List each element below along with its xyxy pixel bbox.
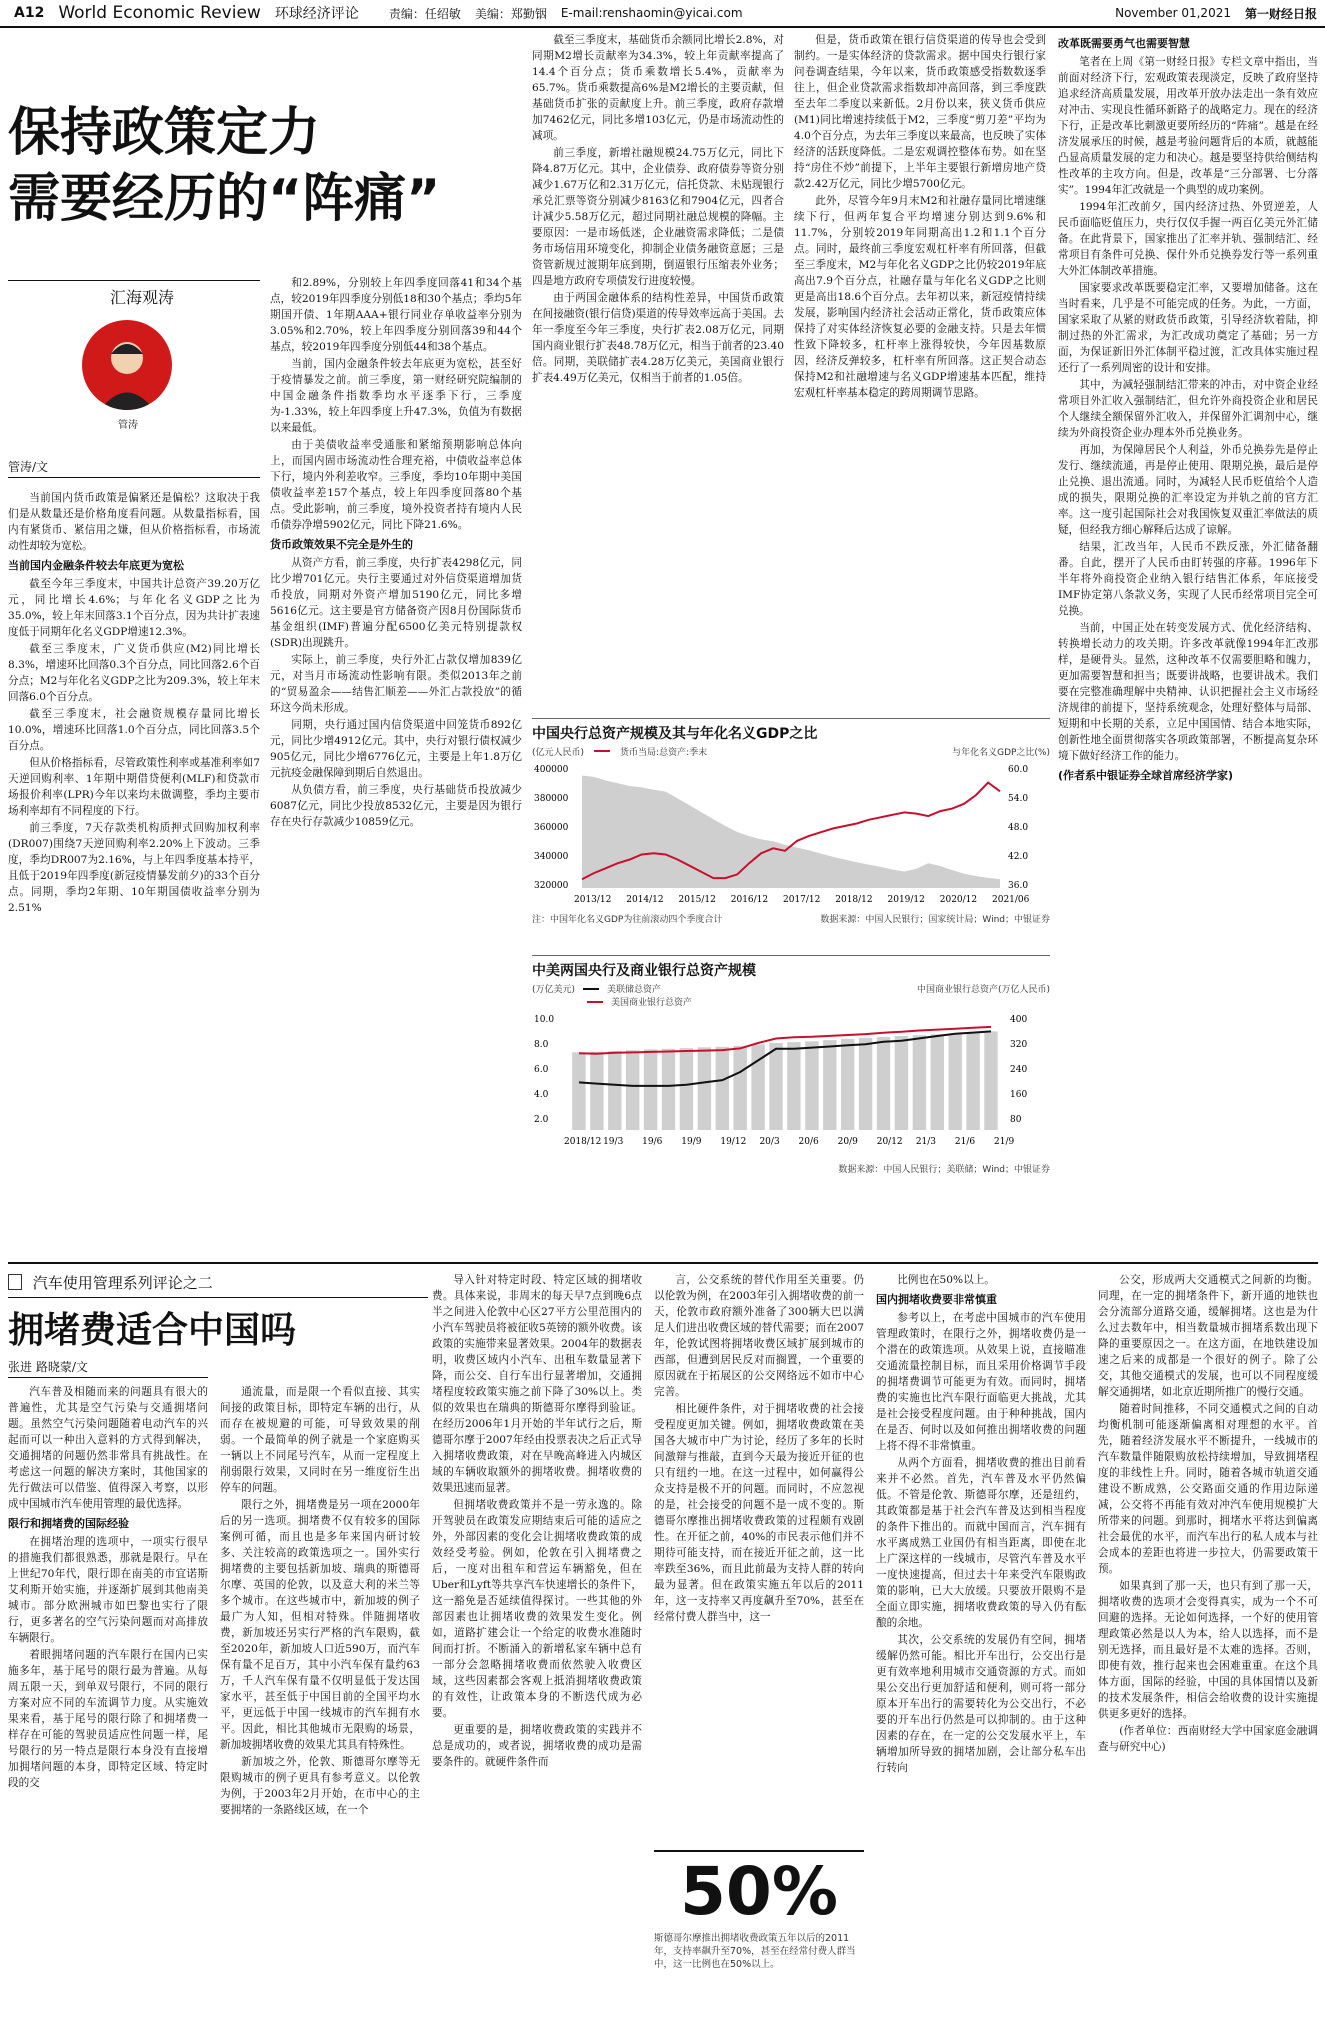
stat-number: 50%	[680, 1853, 838, 1930]
paragraph: 截至三季度末，广义货币供应(M2)同比增长8.3%，增速环比回落0.3个百分点，同比回落2.6个百分点；M2与年化名义GDP之比为209.3%，较上年末回落6.0个百分点。	[8, 643, 260, 703]
x-tick: 2020/12	[939, 895, 978, 905]
section-title-en: World Economic Review	[58, 3, 261, 23]
chart-central-bank-assets	[532, 718, 1050, 944]
avatar-caption: 管涛	[118, 420, 138, 431]
paragraph: 从两个方面看，拥堵收费的推出目前看来并不必然。首先，汽车普及水平仍然偏低。不管是伦敦、斯德哥尔摩，还是纽约，其政策都是基于社会汽车普及达到相当程度的条件下推出的。而就中国而言，汽车拥有水平离成熟工业国仍有相当距离，即使在北上广深这样的一线城市，尽管汽车普及水平一度快速提高，但过去十年来受汽车限购政策的影响，已大大放缓。只要放开限购不是全面立即实施，拥堵收费政策的导入仍有酝酿的余地。	[876, 1457, 1086, 1629]
y-right-tick: 80	[1010, 1115, 1022, 1125]
y-left-tick: 320000	[534, 881, 569, 891]
y-right-tick: 320	[1010, 1040, 1028, 1050]
x-tick: 2015/12	[678, 895, 716, 905]
paragraph: 从负债方看，前三季度，央行基础货币投放减少6087亿元，同比少投放8532亿元，主要是因为银行存在央行存款减少10859亿元。	[270, 784, 522, 828]
document-icon	[8, 1274, 22, 1290]
cn-bank-bar	[823, 1040, 836, 1130]
paragraph: 和2.89%，分别较上年四季度回落41和34个基点，较2019年四季度分别低18和30个基点；季均5年期国开债、1年期AAA+银行同业存单收益率分别为3.05%和2.70%，较上年四季度分别回落39和44个基点，较2019年四季度分别低44和38个基点。	[270, 277, 522, 353]
article2-col-1	[8, 1384, 208, 2014]
chart1-legend-line-icon	[594, 750, 610, 752]
paragraph: 比例也在50%以上。	[897, 1274, 995, 1286]
cn-bank-bar	[698, 1047, 711, 1130]
cn-bank-bar	[984, 1031, 997, 1130]
chart2-unit-left: (万亿美元)	[532, 985, 576, 995]
chart2-legend1-icon	[583, 988, 599, 990]
headline-line-1: 保持政策定力	[8, 103, 321, 163]
paragraph: 但从价格指标看，尽管政策性利率或基准利率如7天逆回购利率、1年期中期借贷便利(MLF)和贷款市场报价利率(LPR)今年以来均未做调整，季均主要市场利率却有不同程度的下行。	[8, 757, 260, 817]
x-tick: 2021/06	[992, 895, 1030, 905]
y-right-tick: 48.0	[1008, 823, 1029, 833]
subheading: 改革既需要勇气也需要智慧	[1058, 37, 1190, 50]
paragraph: 汽车普及相随而来的问题具有很大的普遍性，尤其是空气污染与交通拥堵问题。虽然空气污染问题随着电动汽车的兴起而可以一种出入意料的方式得到解决，交通拥堵的问题仍然非常具有挑战性。在考虑这一问题的解决方案时，其他国家的先行做法可以借鉴、值得深入考察，以形成中国城市汽车使用管理的最优选择。	[8, 1386, 208, 1510]
x-tick: 21/3	[915, 1137, 937, 1147]
article2-col-6	[1098, 1272, 1318, 2014]
chart1-legend-series: 货币当局:总资产:季末	[620, 748, 708, 758]
paragraph: 其中，为减轻强制结汇带来的冲击，对中资企业经常项目外汇收入强制结汇，但允许外商投资企业和居民个人继续全额保留外汇收入，并保留外汇调剂中心，继续为外商投资企业办理本外币兑换业务。	[1058, 379, 1318, 439]
x-tick: 2016/12	[730, 895, 769, 905]
chart1-unit-left: (亿元人民币)	[532, 748, 585, 758]
article1-col-2	[270, 275, 522, 1260]
cn-bank-bar	[787, 1042, 800, 1130]
chart2-legend2-icon	[587, 1001, 603, 1003]
paragraph: 但拥堵收费政策并不是一劳永逸的。除开驾驶员在政策发应期结束后可能的适应之外，外部因素的变化会让拥堵收费政策的成效经受考验。例如，伦敦在引入拥堵费之后，一度对出租车和营运车辆豁免，但在Uber和Lyft等共享汽车快速增长的条件下，这一豁免是否延续值得探讨。一些其他的外部因素也让拥堵收费的效果发生变化。例如，道路扩建会让一个给定的收费水准随时间而打折。不断涌入的新增私家车辆中总有一部分会忽略拥堵收费而依然驶入收费区域，这些因素都会客观上抵消拥堵收费政策的有效性，让政策本身的不断迭代成为必要。	[432, 1499, 642, 1719]
fed-line	[579, 1031, 991, 1086]
y-right-tick: 54.0	[1008, 794, 1029, 804]
paragraph: 前三季度，7天存款类机构质押式回购加权利率(DR007)围绕7天逆回购利率2.20%上下波动。三季度，季均DR007为2.16%，与上年四季度基本持平，且低于2019年四季度(新冠疫情暴发前夕)的33个百分点。同期，季均2年期、10年期国债收益率分别为2.51%	[8, 822, 260, 914]
paragraph: 此外，尽管今年9月末M2和社融存量同比增速继续下行，但两年复合平均增速分别达到9.6%和11.7%，分别较2019年同期高出1.2和1.1个百分点。同时，最终前三季度宏观杠杆率有所回落，但截至三季度末，M2与年化名义GDP之比仍较2019年底高出7.9个百分点，社融存量与年化名义GDP之比则更是高出18.6个百分点。去年初以来，新冠疫情持续发展，影响国内经济社会活动正常化，货币政策应体保持了对实体经济恢复必要的金融支持。只是去年惯性致下降较多，杠杆率上涨得较快，今年因基数原因，经济反弹较多，杠杆率有所回落。这正契合动态保持M2和社融增速与名义GDP增速基本匹配，维持宏观杠杆率基本稳定的跨周期调节思路。	[794, 195, 1046, 399]
paragraph: 当前，国内金融条件较去年底更为宽松，甚至好于疫情暴发之前。前三季度，第一财经研究院编制的中国金融条件指数季均水平逐季下行，三季度为-1.33%，较上年四季度上升47.3%，负值为有数据以来最低。	[270, 358, 522, 434]
x-tick: 2019/12	[887, 895, 925, 905]
chart1-unit-right: 与年化名义GDP之比(%)	[952, 748, 1050, 758]
cn-bank-bar	[805, 1041, 818, 1130]
x-tick: 2014/12	[626, 895, 664, 905]
chart-us-cn-bank-assets	[532, 955, 1050, 1175]
x-tick: 20/6	[798, 1137, 819, 1147]
series-title: 汽车使用管理系列评论之二	[32, 1274, 213, 1292]
chart1-note: 注：中国年化名义GDP为往前滚动四个季度合计	[532, 915, 723, 925]
cn-bank-bar	[644, 1049, 657, 1130]
paper-name: 第一财经日报	[1244, 6, 1317, 21]
y-left-tick: 380000	[534, 794, 569, 804]
x-tick: 2017/12	[783, 895, 821, 905]
chart2-source: 数据来源：中国人民银行；美联储；Wind；中银证券	[838, 1165, 1050, 1175]
paragraph: 更重要的是，拥堵收费政策的实践并不总是成功的，或者说，拥堵收费的成功是需要条件的。就硬件条件而	[432, 1724, 642, 1768]
paragraph: 在拥堵治理的选项中，一项实行很早的措施我们都很熟悉，那就是限行。早在上世纪70年代，限行即在南美的市宜诺斯艾利斯开始实施，并逐渐扩展到其他南美城市。部分欧洲城市如巴黎也实行了限行，更多著名的空气污染问题而对高排放车辆限行。	[8, 1536, 208, 1644]
article2-col-3	[432, 1272, 642, 2014]
portrait-illustration	[82, 320, 172, 410]
x-tick: 19/3	[603, 1137, 624, 1147]
paragraph: 由于美债收益率受通胀和紧缩预期影响总体向上，而国内固市场流动性合理充裕，中债收益率总体下行，境内外利差收窄。三季度，季均10年期中美国债收益率差157个基点，较上年四季度回落80个基点。受此影响，前三季度，境外投资者持有境内人民币债券净增5902亿元，同比下降21.6%。	[270, 439, 522, 531]
paragraph: 笔者在上周《第一财经日报》专栏文章中指出，当前面对经济下行，宏观政策表现淡定，反映了政府坚持追求经济高质量发展，用改革开放办法走出一条有效应对冲击、实现良性循环新路子的战略定力。现在的经济下行，正是改革比刺激更要所经历的“阵痛”。越是在经济发展承压的时候，越是考验问题背后的本质，就越能凸显高质量发展的定力和决心。越是要坚持供给侧结构性改革的主攻方向。但是，改革是“三分部署、七分落实”。1994年汇改就是一个典型的成功案例。	[1058, 56, 1318, 196]
y-right-tick: 240	[1010, 1065, 1028, 1075]
article1-byline: 管涛/文	[8, 460, 49, 474]
article2-headline: 拥堵费适合中国吗	[8, 1310, 297, 1351]
chart2-title: 中美两国央行及商业银行总资产规模	[532, 963, 756, 979]
page-number: A12	[14, 5, 45, 21]
paragraph: 由于两国金融体系的结构性差异，中国货币政策在间接融资(银行信贷)渠道的传导效率远高于美国。去年一季度至今年三季度，央行扩表2.08万亿元，同期国内商业银行扩表48.78万亿元，相当于前者的23.40倍。同期，美联储扩表4.28万亿美元，美国商业银行扩表4.49万亿美元，仅相当于前者的1.05倍。	[532, 292, 784, 384]
article2-col-4	[654, 1272, 864, 1847]
article1-col-5	[1058, 0, 1318, 1272]
chart1-source: 数据来源：中国人民银行；国家统计局；Wind；中银证券	[820, 915, 1050, 925]
paragraph: 再加，为保障居民个人利益，外币兑换券先是停止发行、继续流通，再是停止使用、限期兑换，最后是停止兑换、退出流通。同时，为减轻人民币贬值给个人造成的损失，限期兑换的汇率设定为并轨之前的官方汇率。这一度引起国际社会对我国恢复双重汇率做法的质疑，但经我方细心解释后达成了谅解。	[1058, 444, 1318, 536]
cn-bank-bar	[895, 1036, 908, 1130]
paragraph: 言，公交系统的替代作用至关重要。仍以伦敦为例，在2003年引入拥堵收费的前一天，伦敦市政府额外准备了300辆大巴以满足人们进出收费区域的替代需要；而在2007年，伦敦试图将拥堵收费区域扩展到城市的西部，但遭到居民反对而搁置，一个重要的原因就在于拓展区的公交网络远不如市中心完善。	[654, 1274, 864, 1398]
paragraph: 前三季度，新增社融规模24.75万亿元，同比下降4.87万亿元。其中，企业债券、政府债券等资分别减少1.67万亿和2.31万亿元，信托贷款、未贴现银行承兑汇票等资分别减少8163亿和7904亿元，四者合计减少5.58万亿元，超过同期社融总规模的降幅。主要原因：一是市场低迷，企业融资需求降低；二是债务市场信用环境变化，抑制企业债务融资意愿；三是资管新规过渡期年底到期，倒逼银行压缩表外业务；四是地方政府专项债发行进度较慢。	[532, 147, 784, 287]
article1-col-3	[532, 0, 784, 737]
y-right-tick: 160	[1010, 1090, 1028, 1100]
y-left-tick: 400000	[534, 765, 569, 775]
chart2-legend1: 美联储总资产	[607, 985, 662, 995]
x-tick: 21/6	[954, 1137, 976, 1147]
article1-col-4	[794, 0, 1046, 737]
column-rule	[8, 280, 260, 281]
y-right-tick: 42.0	[1008, 852, 1029, 862]
cn-bank-bar	[572, 1052, 585, 1130]
cn-bank-bar	[966, 1033, 979, 1130]
designer-credit: 美编：郑勤铟	[474, 6, 547, 21]
ratio-area	[582, 776, 1000, 889]
y-left-tick: 4.0	[534, 1090, 549, 1100]
x-tick: 21/9	[994, 1137, 1015, 1147]
article1-col-1	[8, 490, 260, 1260]
cn-bank-bar	[841, 1039, 854, 1130]
subheading: 国内拥堵收费要非常慎重	[876, 1293, 997, 1306]
paragraph: (作者单位：西南财经大学中国家庭金融调查与研究中心)	[1098, 1725, 1318, 1753]
cn-bank-bar	[680, 1048, 693, 1130]
cn-bank-bar	[949, 1033, 962, 1130]
subheading: 限行和拥堵费的国际经验	[8, 1517, 129, 1530]
chart2-unit-right: 中国商业银行总资产(万亿人民币)	[916, 985, 1050, 995]
paragraph: 着眼拥堵问题的汽车限行在国内已实施多年，基于尾号的限行最为普遍。从每周五限一天，到单双号限行，不同的限行方案对应不同的车流调节力度。从实施效果来看，基于尾号的限行除了和拥堵费一样存在可能的驾驶员适应性问题一样，尾号限行的另一特点是限行本身没有直接增加拥堵问题的本身，即特定区域、特定时段的交	[8, 1649, 208, 1789]
article2-byline: 张进 路晓蒙/文	[8, 1360, 88, 1374]
x-tick: 19/6	[642, 1137, 663, 1147]
chart1-plot	[532, 758, 1050, 908]
article2-col-5	[876, 1272, 1086, 2014]
email-contact: E-mail:renshaomin@yicai.com	[560, 6, 743, 20]
y-right-tick: 60.0	[1008, 765, 1029, 775]
paragraph: 国家要求改革既要稳定汇率，又要增加储备。这在当时看来，几乎是不可能完成的任务。为此，一方面，国家采取了从紧的财政货币政策，引导经济软着陆，抑制过热的外汇需求，为汇改成功奠定了基础；另一方面，为保证新旧外汇体制平稳过渡，汇改具体实施过程还行了一系列周密的设计和安排。	[1058, 282, 1318, 374]
x-tick: 20/9	[837, 1137, 858, 1147]
paragraph: 公交，形成两大交通模式之间新的均衡。同理，在一定的拥堵条件下，新开通的地铁也会分流部分道路交通，缓解拥堵。这也是为什么过去数年中，相当数量城市拥堵系数出现下降的重要原因之一。在这方面，在地铁建设加速之后来的成都是一个很好的例子。除了公交，其他交通模式的发展，也可以不同程度缓解交通拥堵，如北京近期所推广的慢行交通。	[1098, 1274, 1318, 1398]
paragraph: 其次，公交系统的发展仍有空间，拥堵缓解仍然可能。相比开车出行，公交出行是更有效率地利用城市交通资源的方式。而如果公交出行更加舒适和便利，则可将一部分原本开车出行的需要转化为公交出行，不必要的开车出行仍然是可以抑制的。由于这种因素的存在，在一定的公交发展水平上，车辆增加所导致的拥堵加剧，会让部分私车出行转向	[876, 1634, 1086, 1774]
x-tick: 2013/12	[574, 895, 612, 905]
paragraph: 通流量，而是限一个看似直接、其实间接的政策目标，即特定车辆的出行，从而存在被规避的可能，可导致效果的削弱。一个最简单的例子就是一个家庭购买一辆以上不同尾号汽车，从而一定程度上削弱限行效果，又同时在另一维度衍生出停车的问题。	[220, 1386, 420, 1494]
byline-rule	[8, 477, 260, 478]
stat-caption: 斯德哥尔摩推出拥堵收费政策五年以后的2011年，支持率飙升至70%，甚至在经常付费人群当中，这一比例也在50%以上。	[654, 1933, 856, 1970]
cn-bank-bar	[769, 1043, 782, 1130]
paragraph: 但是，货币政策在银行信贷渠道的传导也会受到制约。一是实体经济的贷款需求。据中国央行银行家问卷调查结果，今年以来，货币政策感受指数数逐季往上，但企业贷款需求指数却冲高回落，到三季度跌至去年二季度以来新低。2月份以来，狭义货币供应(M1)同比增速持续低于M2，三季度“剪刀差”平均为4.0个百分点，为去年三季度以来最高，也反映了实体经济的活跃度降低。二是宏观调控整体布势。如在坚持“房住不炒”前提下，上半年主要银行新增房地产贷款2.42万亿元，同比少增5700亿元。	[794, 34, 1046, 190]
article1-headline	[8, 100, 478, 232]
y-left-tick: 10.0	[534, 1015, 555, 1025]
y-left-tick: 360000	[534, 823, 569, 833]
paragraph: 结果，汇改当年，人民币不跌反涨，外汇储备翻番。自此，摆开了人民币由盯转强的序幕。1996年下半年将外商投资企业纳入银行结售汇体系，年底接受IMF协定第八条款义务，实现了人民币经常项目完全可兑换。	[1058, 541, 1318, 617]
y-right-tick: 400	[1010, 1015, 1028, 1025]
y-left-tick: 8.0	[534, 1040, 549, 1050]
paragraph: 随着时间推移，不同交通模式之间的自动均衡机制可能逐渐偏离相对理想的水平。首先，随着经济发展水平不断提升，一线城市的汽车数量伴随限购放松持续增加，导致拥堵程度的非线性上升。同时，随着各城市轨道交通建设不断成熟，公交路面交通的作用边际递减，公交将不再能有效对冲汽车使用规模扩大所带来的问题。到那时，拥堵水平将达到偏离社会最优的水平，而汽车出行的私人成本与社会成本的差距也将进一步拉大，仍需要政策干预。	[1098, 1403, 1318, 1575]
issue-date: November 01,2021	[1115, 6, 1231, 20]
cn-bank-bar	[913, 1035, 926, 1130]
cn-bank-bar	[608, 1051, 621, 1130]
cn-bank-bar	[931, 1034, 944, 1130]
paragraph: 截至今年三季度末，中国共计总资产39.20万亿元，同比增长4.6%；与年化名义GDP之比为35.0%，较上年末回落3.1个百分点，因为共计扩表速度低于同期年化名义GDP增速12.3%。	[8, 578, 260, 638]
paragraph: 1994年汇改前夕，国内经济过热、外贸逆差，人民币面临贬值压力，央行仅仅手握一两百亿美元外汇储备。在此背景下，国家推出了汇率并轨、强制结汇、经常项目有条件可兑换、保什外币兑换券发行等一系列重大外汇体制改革措施。	[1058, 201, 1318, 277]
article2-byline-rule	[8, 1377, 208, 1378]
cn-bank-bar	[859, 1038, 872, 1130]
subheading: 当前国内金融条件较去年底更为宽松	[8, 559, 184, 572]
x-tick: 2018/12	[835, 895, 873, 905]
chart2-legend2: 美国商业银行总资产	[611, 998, 693, 1008]
y-left-tick: 340000	[534, 852, 569, 862]
x-tick: 19/12	[720, 1137, 747, 1147]
paragraph: 限行之外，拥堵费是另一项在2000年后的另一选项。拥堵费不仅有较多的国际案例可循，而且也是多年来国内研讨较多、关注较高的政策选项之一。国外实行拥堵费的主要包括新加坡、瑞典的斯德哥尔摩、英国的伦敦，以及意大利的米兰等多个城市。在这些城市中，新加坡的例子最广为人知，但相对特殊。伴随拥堵收费，新加坡还另实行严格的汽车限购，截至2020年，新加坡人口近590万，而汽车保有量不足百万，其中小汽车保有量约63万，千人汽车保有量不仅明显低于发达国家水平，甚至低于中国目前的全国平均水平，更远低于中国一线城市的汽车拥有水平。因此，相比其他城市无限购的场景，新加坡拥堵收费的效果尤其具有特殊性。	[220, 1499, 420, 1751]
y-left-tick: 2.0	[534, 1115, 549, 1125]
cn-bank-bar	[662, 1049, 675, 1130]
cn-bank-bar	[734, 1046, 747, 1130]
y-right-tick: 36.0	[1008, 881, 1029, 891]
paragraph: 截至三季度末，社会融资规模存量同比增长10.0%，增速环比回落1.0个百分点，同比回落3.5个百分点。	[8, 708, 260, 752]
chart2-plot	[532, 1008, 1050, 1158]
paragraph: 相比硬件条件，对于拥堵收费的社会接受程度更加关键。例如，拥堵收费政策在美国各大城市中广为讨论，经历了多年的长时间激辩与推敲，直到今天最为接近开征的也只有纽约一地。在这一过程中，如何赢得公众支持是极不开的问题。而同时，不应忽视的是，社会接受的问题不是一成不变的。斯德哥尔摩推出拥堵收费政策的过程颇有戏剧性。在开征之前，40%的市民表示他们并不期待可能支持，而在接近开征之前，这一比率跌至36%，而且此前最为支持人群的转向最为显著。但在政策实施五年以后的2011年，这一支持率又再度飙升至70%，甚至在经常付费人群当中，这一	[654, 1403, 864, 1623]
x-tick: 2018/12	[564, 1137, 602, 1147]
paragraph: 当前国内货币政策是偏紧还是偏松？这取决于我们是从数量还是价格角度看问题。从数量指标看，国内有紧货币、紧信用之嫌，但从价格指标看，市场流动性却较为宽松。	[8, 492, 260, 552]
cn-bank-bar	[590, 1052, 603, 1130]
x-tick: 20/12	[876, 1137, 903, 1147]
chart1-title: 中国央行总资产规模及其与年化名义GDP之比	[532, 726, 818, 742]
y-left-tick: 6.0	[534, 1065, 549, 1075]
author-avatar	[82, 320, 172, 410]
article2-col-2	[220, 1384, 420, 2014]
paragraph: 同期，央行通过国内信贷渠道中回笼货币892亿元，同比少增4912亿元。其中，央行对银行债权减少905亿元，同比少增6776亿元，主要是上年1.8万亿元抗疫金融保障到期后自然退出。	[270, 719, 522, 779]
paragraph: 当前，中国正处在转变发展方式、优化经济结构、转换增长动力的攻关期。许多改革就像1994年汇改那样，是硬骨头。显然，这种改革不仅需要胆略和魄力，更加需要智慧和担当；既要讲战略，也要讲战术。我们要在完整准确理解中央精神、认识把握社会主义市场经济规律的前提下，坚持系统观念，处理好整体与局部、短期和中长期的关系，立足中国国情、结合本地实际，创新性地全面贯彻落实各项政策部署，不断提高复杂环境下做好经济工作的能力。	[1058, 622, 1318, 762]
paragraph: 从资产方看，前三季度，央行扩表4298亿元，同比少增701亿元。央行主要通过对外信贷渠道增加货币投放，同期对外资产增加5190亿元，同比多增5616亿元。这主要是官方储备资产因8月份国际货币基金组织(IMF)普遍分配6500亿美元特别提款权(SDR)出现跳升。	[270, 557, 522, 649]
column-name: 汇海观涛	[110, 288, 175, 307]
cn-bank-bar	[626, 1050, 639, 1130]
subheading: 货币政策效果不完全是外生的	[270, 538, 413, 551]
section-title-cn: 环球经济评论	[274, 6, 359, 22]
x-tick: 20/3	[759, 1137, 780, 1147]
paragraph: 如果真到了那一天，也只有到了那一天，拥堵收费的选项才会变得真实，成为一个不可回避的选择。无论如何选择，一个好的使用管理政策必然是以人为本，给人以选择，而不是别无选择，而且最好是不太难的选择。否则，即使有效，推行起来也会困难重重。在这个具体方面，国际的经验，中国的具体国情以及新的技术发展条件，相信会给收费的设计实施提供更多更好的选择。	[1098, 1580, 1318, 1720]
x-tick: 19/9	[681, 1137, 702, 1147]
article2-series	[8, 1272, 428, 1298]
editor-credit: 责编：任绍敏	[388, 6, 461, 21]
cn-bank-bar	[716, 1047, 729, 1130]
subheading: (作者系中银证券全球首席经济学家)	[1058, 769, 1234, 782]
article-separator	[8, 1262, 1318, 1264]
paragraph: 参考以上，在考虑中国城市的汽车使用管理政策时，在限行之外，拥堵收费仍是一个潜在的政策选项。从效果上说，直接瞄准交通流量控制目标，而且采用价格调节手段的拥堵费调节可能更为有效。而同时，拥堵费的实施也比汽车限行面临更大挑战，尤其是社会接受程度问题。由于种种挑战，国内在是否、何时以及如何推出拥堵收费的问题上将不得不非常慎重。	[876, 1312, 1086, 1452]
paragraph: 导入针对特定时段、特定区域的拥堵收费。具体来说，非周末的每天早7点到晚6点半之间进入伦敦中心区27平方公里范围内的小汽车驾驶员将被征收5英镑的额外收费。该政策的实施带来显著效果。2004年的数据表明，收费区域内小汽车、出租车数量显著下降，而公交、自行车出行显著增加，交通拥堵程度较政策实施之前下降了30%以上。类似的效果也在瑞典的斯德哥尔摩得到验证。在经历2006年1月开始的半年试行之后，斯德哥尔摩于2007年经由投票表决之后正式导入拥堵收费政策，对在早晚高峰进入内城区域的车辆收取额外的拥堵收费。拥堵收费的效果迅速而显著。	[432, 1274, 642, 1494]
headline-line-2: 需要经历的“阵痛”	[8, 169, 441, 229]
cn-bank-bar	[877, 1037, 890, 1130]
paragraph: 新加坡之外，伦敦、斯德哥尔摩等无限购城市的例子更具有参考意义。以伦敦为例，于2003年2月开始，在市中心的主要拥堵的一条路线区域，在一个	[220, 1756, 420, 1816]
paragraph: 截至三季度末，基础货币余额同比增长2.8%，对同期M2增长贡献率为34.3%，较上年贡献率提高了14.4个百分点；货币乘数增长5.4%，贡献率为65.7%。货币乘数提高6%是M2增长的主要贡献，但基础货币扩张的贡献度上升。前三季度，政府存款增加7462亿元，同比多增103亿元，仍是市场流动性的减项。	[532, 34, 784, 142]
stat-callout	[654, 1850, 864, 2012]
paragraph: 实际上，前三季度，央行外汇占款仅增加839亿元，对当月市场流动性影响有限。类似2013年之前的“贸易盈余——结售汇顺差——外汇占款投放”的循环这今尚未形成。	[270, 654, 522, 714]
